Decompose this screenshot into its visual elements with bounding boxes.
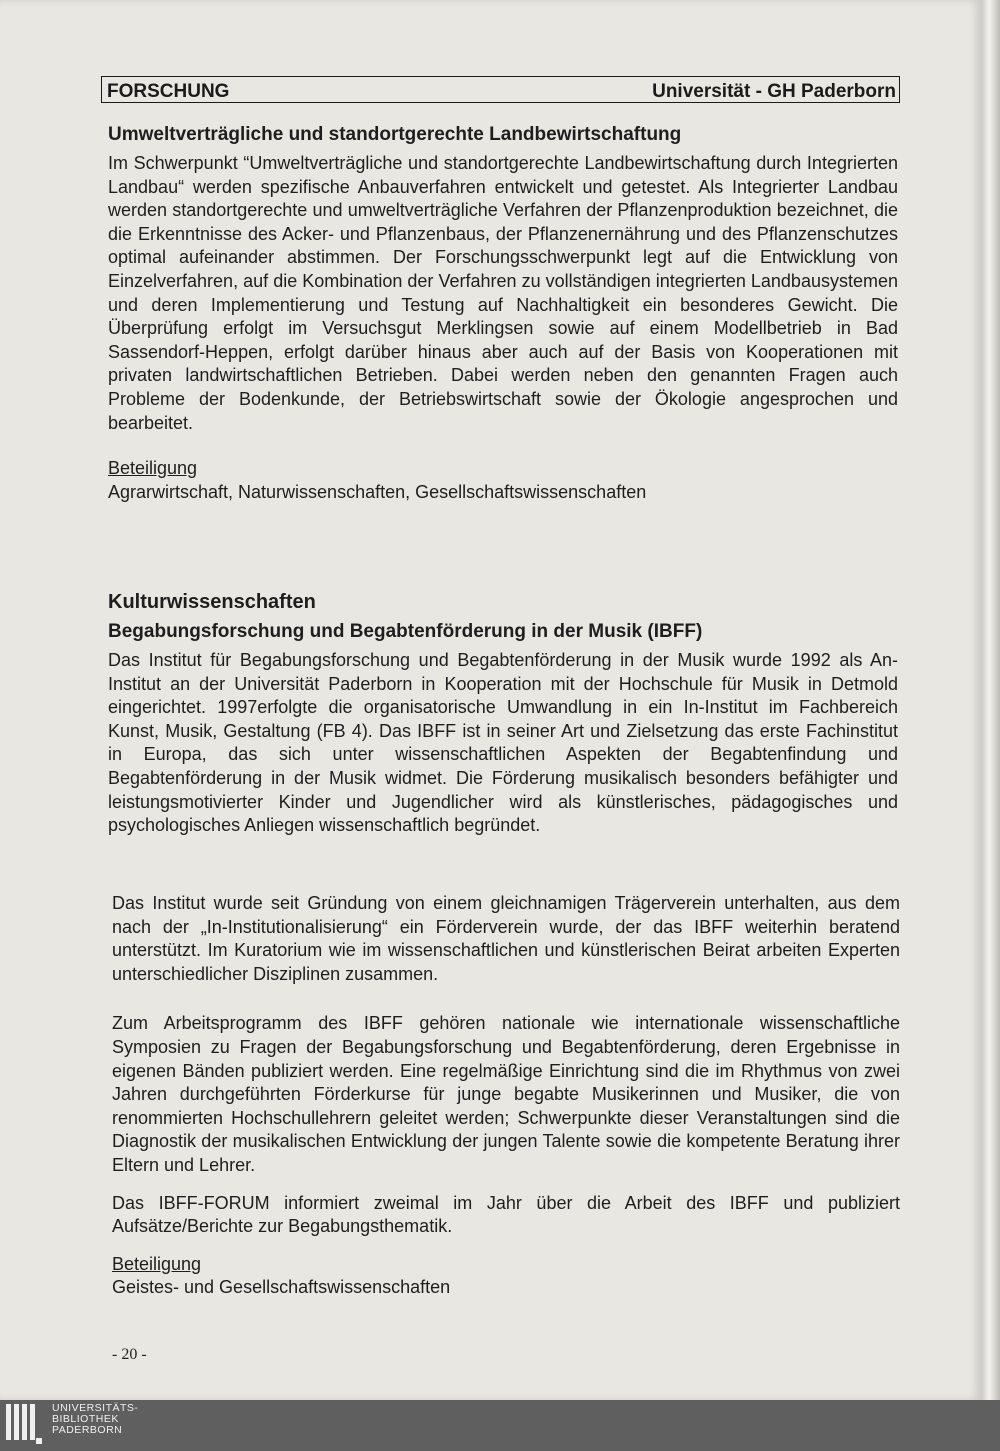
library-name: [52, 1403, 138, 1436]
page-number: - 20 -: [112, 1346, 147, 1363]
participation-text: Agrarwirtschaft, Naturwissenschaften, Gesellschaftswissenschaften: [108, 481, 647, 502]
participation-label: Beteiligung: [108, 458, 198, 479]
paragraph-1: Das Institut für Begabungsforschung und Begabtenförderung in der Musik wurde 1992 als An-Institut an der Universität Paderborn in Kooperation mit der Hochschule für Musik in Detmold eingerichtet. 1997erfolgte die organisatorische Umwandlung in ein In-Institut im Fachbereich Kunst, Musik, Gestaltung (FB 4). Das IBFF ist in seiner Art und Zielsetzung das erste Fachinstitut in Europa, das sich unter wissenschaftlichen Aspekten der Begabtenfindung und Begabtenförderung in der Musik widmet. Die Förderung musikalisch besonders befähigter und leistungsmotivierter Kinder und Jugendlicher wird als künstlerisches, pädagogisches und psychologisches Anliegen wissenschaftlich begründet.: [108, 650, 898, 836]
library-name-line3: PADERBORN: [52, 1424, 123, 1436]
library-name-line1: UNIVERSITÄTS-: [52, 1402, 139, 1414]
section-body: Im Schwerpunkt “Umweltverträgliche und standortgerechte Landbewirtschaftung durch Integrierten Landbau“ werden spezifische Anbauverfahren entwickelt und getestet. Als Integrierter Landbau werden standortgerechte und umweltverträgliche Verfahren der Pflanzenproduktion bezeichnet, die die Erkenntnisse des Acker- und Pflanzenbaus, der Pflanzenernährung und des Pflanzenschutzes optimal aufeinander abstimmen. Der Forschungsschwerpunkt legt auf die Entwicklung von Einzelverfahren, auf die Kombination der Verfahren zu vollständigen integrierten Landbausystemen und deren Implementierung und Testung auf Nachhaltigkeit ein besonderes Gewicht. Die Überprüfung erfolgt im Versuchsgut Merklingsen sowie auf einem Modellbetrieb in Bad Sassendorf-Heppen, erfolgt darüber hinaus aber auch auf der Basis von Kooperationen mit privaten landwirtschaftlichen Betrieben. Dabei werden neben den genannten Fragen auch Probleme der Bodenkunde, der Betriebswirtschaft sowie der Ökologie angesprochen und bearbeitet.: [108, 153, 898, 433]
paragraph-3: Zum Arbeitsprogramm des IBFF gehören nationale wie internationale wissenschaftliche Symposien zu Fragen der Begabungsforschung und Begabtenförderung, deren Ergebnisse in eigenen Bänden publiziert werden. Eine regelmäßige Einrichtung sind die im Rhythmus von zwei Jahren durchgeführten Förderkurse für junge begabte Musikerinnen und Musiker, die von renommierten Hochschullehrern geleitet werden; Schwerpunkte dieser Veranstaltungen sind die Diagnostik der musikalischen Entwicklung der jungen Talente sowie die kompetente Beratung ihrer Eltern und Lehrer.: [112, 1013, 900, 1175]
section-kulturwissenschaften: [108, 589, 898, 838]
page-header: [101, 76, 900, 103]
section-heading: Kulturwissenschaften: [108, 591, 316, 613]
library-logo-icon: [6, 1404, 35, 1440]
section-title: Umweltverträgliche und standortgerechte Landbewirtschaftung: [108, 124, 682, 145]
participation-label: Beteiligung: [112, 1253, 202, 1274]
paragraph-4: Das IBFF-FORUM informiert zweimal im Jahr über die Arbeit des IBFF und publiziert Aufsätze/Berichte zur Begabungsthematik.: [112, 1192, 900, 1237]
library-name-line2: BIBLIOTHEK: [52, 1413, 119, 1425]
header-section-label: FORSCHUNG: [107, 80, 230, 102]
section-landbewirtschaftung: [108, 122, 898, 504]
library-logo-dot: [36, 1438, 42, 1444]
library-footer: [0, 1400, 1000, 1451]
page-edge: [982, 0, 1000, 1400]
participation-text: Geistes- und Gesellschaftswissenschaften: [112, 1277, 451, 1298]
header-university: Universität - GH Paderborn: [652, 80, 896, 102]
section-title: Begabungsforschung und Begabtenförderung in der Musik (IBFF): [108, 621, 703, 642]
paragraph-2: Das Institut wurde seit Gründung von einem gleichnamigen Trägerverein unterhalten, aus dem nach der „In-Institutionalisierung“ ein Förderverein wurde, der das IBFF weiterhin beratend unterstützt. Im Kuratorium wie im wissenschaftlichen und künstlerischen Beirat arbeiten Experten unterschiedlicher Disziplinen zusammen.: [112, 893, 900, 984]
section-kulturwissenschaften-cont: [112, 892, 900, 1300]
